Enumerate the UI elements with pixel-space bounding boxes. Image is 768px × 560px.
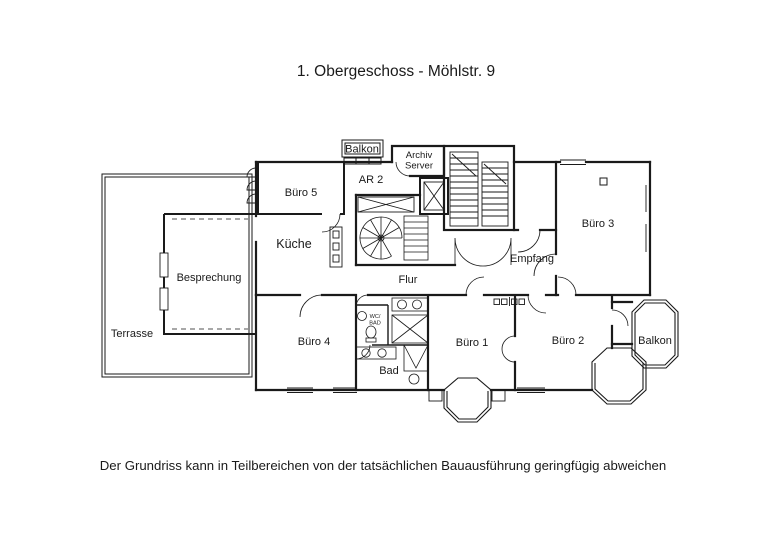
label-buero3: Büro 3 <box>581 218 615 230</box>
kueche-shaft <box>330 227 342 267</box>
bay-flank-window-left <box>429 390 442 401</box>
label-buero1: Büro 1 <box>455 337 489 349</box>
bay-flank-window-right <box>492 390 505 401</box>
label-terrasse: Terrasse <box>110 328 154 340</box>
buero5-door <box>322 214 340 232</box>
bay-window-buero2 <box>592 348 646 404</box>
buero2-door <box>528 295 546 313</box>
label-wcbad-line2: BAD <box>369 320 381 327</box>
label-archiv-line2: Server <box>405 160 433 172</box>
buero3-south-door <box>558 277 576 295</box>
buero3-top-window <box>560 160 586 165</box>
label-bad: Bad <box>379 365 399 377</box>
page-title: 1. Obergeschoss - Möhlstr. 9 <box>296 63 496 80</box>
disclaimer-text: Der Grundriss kann in Teilbereichen von der tatsächlichen Bauausführung geringfügig abweichen <box>99 458 667 473</box>
label-balkon-right: Balkon <box>638 335 672 347</box>
label-ar2: AR 2 <box>358 174 384 186</box>
label-besprechung: Besprechung <box>176 272 242 284</box>
shaft-cross <box>358 197 414 212</box>
buero4-door <box>300 295 322 317</box>
balkon-right-door <box>612 310 628 326</box>
label-kueche: Küche <box>276 237 312 251</box>
label-empfang: Empfang <box>509 253 555 265</box>
elevator <box>420 178 448 214</box>
door-arcs <box>297 162 628 362</box>
outer-walls <box>256 143 650 390</box>
spiral-staircase <box>360 216 428 260</box>
label-flur: Flur <box>398 274 418 286</box>
buero3-symbol-square <box>600 178 607 185</box>
label-buero4: Büro 4 <box>297 336 331 348</box>
bay-window-buero1 <box>444 378 491 422</box>
empfang-double-door <box>455 238 511 266</box>
door-threshold-squares <box>494 297 525 306</box>
label-buero2: Büro 2 <box>551 335 585 347</box>
label-wcbad-line1: WC/ <box>369 314 381 320</box>
windows <box>284 160 651 401</box>
label-buero5: Büro 5 <box>284 187 318 199</box>
label-archiv-line1: Archiv <box>405 150 433 161</box>
buero1-door <box>466 277 484 295</box>
buero1-buero2-double-door <box>502 336 515 362</box>
stairhall-door <box>518 230 540 252</box>
label-balkon-top: Balkon <box>345 143 379 156</box>
balkon-right-octagon <box>632 300 678 368</box>
main-staircase <box>450 152 508 226</box>
